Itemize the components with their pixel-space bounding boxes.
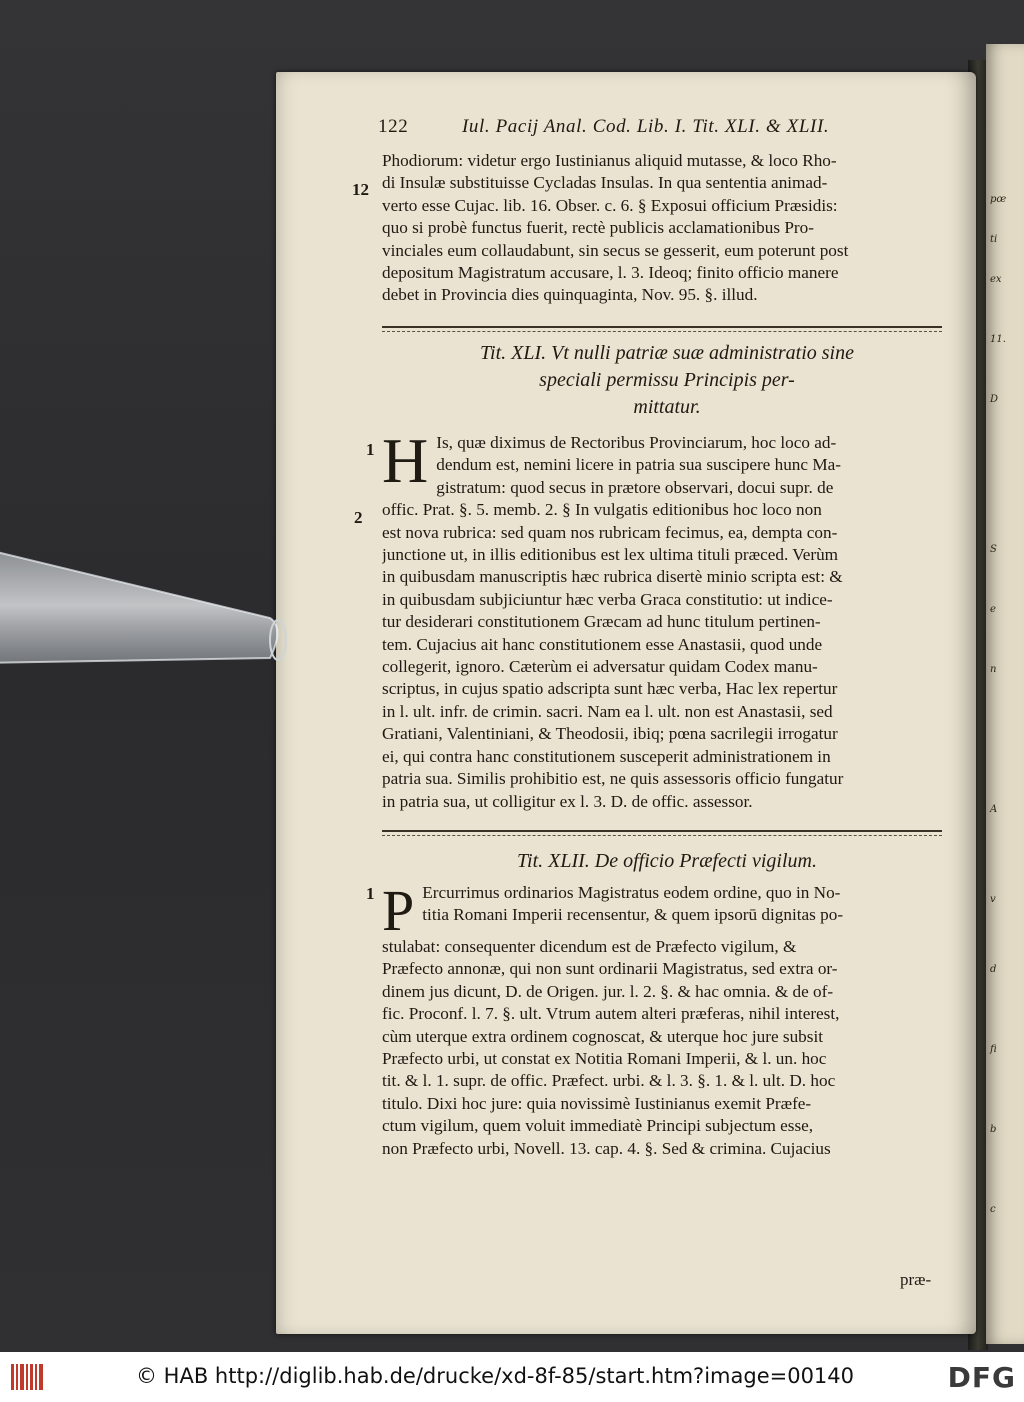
- text-line: Ercurrimus ordinarios Magistratus eodem ordine, quo in No-: [422, 883, 841, 902]
- margin-number: 1: [366, 440, 375, 459]
- margin-number: 2: [354, 508, 363, 527]
- text-line: depositum Magistratum accusare, l. 3. Ideoq; finito officio manere: [382, 263, 839, 283]
- tit41-paragraph: [382, 425, 952, 813]
- text-line: gistratum: quod secus in prætore observari, docui supr. de: [436, 477, 834, 497]
- text-line: patria sua. Similis prohibitio est, ne quis assessoris officio fungatur: [382, 769, 844, 789]
- facing-page-edge: pœ ti ex 11. D S e n A v d fi b c: [986, 44, 1024, 1344]
- text-line: in l. ult. infr. de crimin. sacri. Nam ea l. ult. non est Anastasii, sed: [382, 701, 833, 721]
- text-line: dinem jus dicunt, D. de Origen. jur. l. 2. §. & hac omnia. & de of-: [382, 981, 834, 1001]
- text-line: titia Romani Imperii recensentur, & quem ipsorū dignitas po-: [422, 905, 844, 925]
- text-line: junctione ut, in illis editionibus est lex ultima tituli præced. Verùm: [382, 545, 839, 565]
- catchword: præ-: [900, 1270, 932, 1289]
- text-line: tur desiderari constitutionem Græcam ad hunc titulum pertinen-: [382, 612, 821, 632]
- section-rule: [382, 326, 942, 328]
- page-clip: [0, 548, 300, 668]
- text-line: fic. Proconf. l. 7. §. ult. Vtrum autem alteri præferas, nihil interest,: [382, 1004, 840, 1024]
- drop-cap: H: [382, 425, 429, 496]
- text-line: stulabat: consequenter dicendum est de Præfecto vigilum, &: [382, 937, 797, 956]
- title-line: speciali permissu Principis per-: [539, 369, 795, 391]
- text-line: debet in Provincia dies quinquaginta, Nov. 95. §. illud.: [382, 285, 758, 305]
- text-line: Is, quæ diximus de Rectoribus Provinciarum, hoc loco ad-: [436, 433, 837, 452]
- title-line: Tit. XLI. Vt nulli patriæ suæ administratio sine: [480, 342, 854, 364]
- text-line: Gratiani, Valentiniani, & Theodosii, ibiq; pœna sacrilegii irrogatur: [382, 724, 838, 744]
- title-line: mittatur.: [633, 396, 701, 418]
- text-line: ei, qui contra hanc constitutionem susceperit administrationem in: [382, 746, 831, 766]
- text-line: vinciales eum collaudabunt, sin secus se gesserit, eum poterunt post: [382, 240, 849, 260]
- text-line: tem. Cujacius ait hanc constitutionem esse Anastasii, quod unde: [382, 634, 823, 654]
- text-line: Præfecto annonæ, qui non sunt ordinarii Magistratus, sed extra or-: [382, 959, 838, 979]
- text-line: dendum est, nemini licere in patria sua suscipere hunc Ma-: [436, 455, 841, 475]
- text-line: di Insulæ substituisse Cycladas Insulas. In qua sententia animad-: [382, 173, 828, 193]
- text-line: tit. & l. 1. supr. de offic. Præfect. urbi. & l. 3. §. 1. & l. ult. D. hoc: [382, 1071, 836, 1091]
- running-head-title: Iul. Pacij Anal. Cod. Lib. I. Tit. XLI. & XLII.: [462, 116, 830, 137]
- text-line: scriptus, in cujus spatio adscripta sunt hæc verba, Hac lex repertur: [382, 679, 838, 699]
- text-line: titulo. Dixi hoc jure: quia novissimè Iustinianus exemit Præfe-: [382, 1093, 812, 1113]
- text-line: est nova rubrica: sed quam nos rubricam fecimus, ea, dempta con-: [382, 522, 838, 542]
- text-line: quo si probè functus fuerit, rectè publicis acclamationibus Pro-: [382, 218, 814, 238]
- dfg-logo: DFG: [947, 1361, 1016, 1394]
- text-line: ctum vigilum, quem voluit immediatè Principi subjectum esse,: [382, 1116, 814, 1136]
- text-line: in patria sua, ut colligitur ex l. 3. D. de offic. assessor.: [382, 791, 753, 811]
- text-line: collegerit, ignoro. Cæterùm ei adversatur quidam Codex manu-: [382, 657, 818, 677]
- intro-paragraph: [382, 150, 952, 307]
- source-credit-link[interactable]: © HAB http://diglib.hab.de/drucke/xd-8f-85/start.htm?image=00140: [136, 1364, 855, 1388]
- margin-number: 1: [366, 884, 375, 903]
- tit42-title: Tit. XLII. De officio Præfecti vigilum.: [517, 850, 817, 872]
- margin-number: 12: [352, 180, 369, 199]
- text-line: Phodiorum: videtur ergo Iustinianus aliquid mutasse, & loco Rho-: [382, 151, 837, 170]
- text-line: non Præfecto urbi, Novell. 13. cap. 4. §. Sed & crimina. Cujacius: [382, 1138, 831, 1158]
- page-number: 122: [378, 116, 409, 137]
- section-rule: [382, 830, 942, 832]
- text-line: verto esse Cujac. lib. 16. Obser. c. 6. § Exposui officium Præsidis:: [382, 195, 838, 215]
- drop-cap: P: [382, 878, 415, 943]
- text-line: offic. Prat. §. 5. memb. 2. § In vulgatis editionibus hoc loco non: [382, 500, 822, 520]
- text-line: Præfecto urbi, ut constat ex Notitia Romani Imperii, & l. un. hoc: [382, 1049, 827, 1069]
- barcode-icon: [10, 1364, 46, 1390]
- tit42-paragraph: [382, 878, 952, 1160]
- tit41-title: [382, 340, 952, 421]
- text-line: in quibusdam subjiciuntur hæc verba Graca constitutio: ut indice-: [382, 589, 833, 609]
- text-line: in quibusdam manuscriptis hæc rubrica disertè minio scripta est: &: [382, 567, 843, 587]
- footer-bar: [0, 1352, 1024, 1402]
- text-line: cùm uterque extra ordinem cognoscat, & uterque hoc jure subsit: [382, 1026, 824, 1046]
